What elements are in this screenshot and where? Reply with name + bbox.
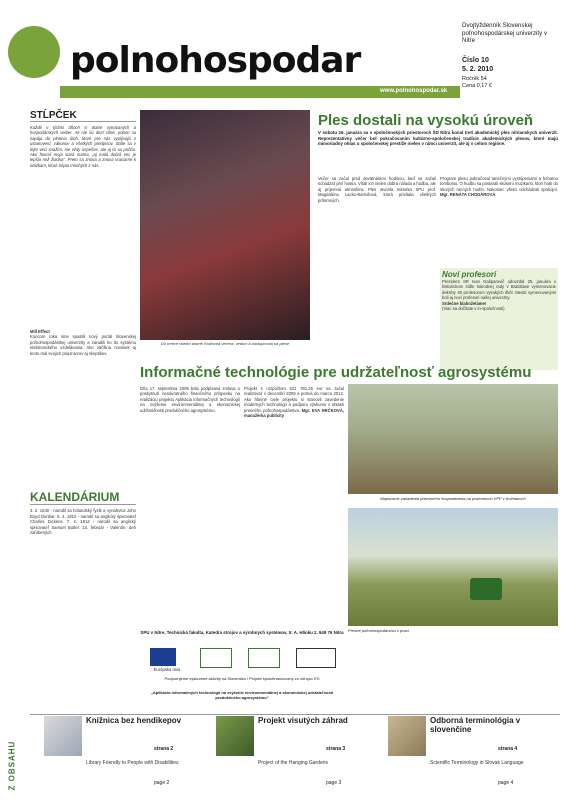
article1-title: Ples dostali na vysokú úroveň <box>318 112 534 129</box>
article1-column-2-text: Program plesu pokračoval tanečnými vystúpeniami a bohatou tombolou. O hudbu sa postarali skúsení muzikanti, ktorí hrali do skorých ranných hodín. Nakoniec všetci odchádzali spokojní. <box>440 176 559 192</box>
toc-item-2[interactable] <box>216 716 386 798</box>
sponsor-partners: Podporujeme výskumné aktivity na Slovensku / Projekt spolufinancovaný zo zdrojov ES <box>164 676 320 681</box>
more-info-note: (Viac sa dočítate v in-spoločnosti) <box>442 306 505 312</box>
toc-item-2-strana: strana 3 <box>326 746 346 752</box>
issue-number: Číslo 10 <box>462 57 489 64</box>
eu-label: Európska únia <box>153 667 181 672</box>
partner-logo-1 <box>200 648 232 668</box>
article2-column-2 <box>244 386 344 418</box>
article2-column-2-text: Projekt s rozpočtom 521 781,26 eur sa začal realizovať v decembri 2009 a potrvá do marca 2012. Ako hlavné ciele projektu si stanovil zavedenie moderných technológií a podporu výskumu v oblasti presného poľnohospodárstva. <box>244 386 344 413</box>
toc-item-1-en: Library Friendly to People with Disabilities <box>86 760 179 766</box>
project-name: „Aplikácia informačných technológií na zvýšenie environmentálnej a ekonomickej udržateľnosti produkčného agrosystému“ <box>150 690 334 700</box>
bottom-divider <box>30 714 560 715</box>
issue-meta <box>462 76 492 90</box>
toc-label: Z OBSAHU <box>7 740 17 791</box>
partner-logo-2 <box>248 648 280 668</box>
issue-date: 5. 2. 2010 <box>462 66 494 73</box>
issue-block <box>462 56 493 74</box>
price: Cena 0,17 € <box>462 83 492 89</box>
toc-item-2-title: Projekt visutých záhrad <box>258 716 348 725</box>
article1-column-1: Večer sa začal pred devätnástou hodinou, keď sa začali schádzať prví hostia. Vítali ich nielen dobrá nálada a hudba, ale aj príjemná atmosféra. Ples otvorila rektorka SPU prof. Magdaléna Lacko-Bartošová, ktorá privítala všetkých prítomných. <box>318 176 436 203</box>
mill-effect-heading: Mill Effect <box>30 329 50 334</box>
toc-item-3-title: Odborná terminológia v slovenčine <box>430 716 521 734</box>
toc-item-1-title: Knižnica bez hendikepov <box>86 716 182 725</box>
ball-photo <box>140 110 310 340</box>
toc-item-2-en: Project of the Hanging Gardens <box>258 760 329 766</box>
congratulations: Srdečne blahoželáme! <box>442 300 487 306</box>
article2-column-1: Dňa 17. septembra 2009 bola podpísaná zmluva o poskytnutí nenávratného finančného príspevku na realizáciu projektu Aplikácia informačných technológií na zvýšenie environmentálnej a ekonomickej udržateľnosti produkčného agrosystému. <box>140 386 240 413</box>
article2-author: Mgr. EVA HRČKOVÁ, manažérka publicity <box>244 407 344 419</box>
toc-item-1[interactable] <box>44 716 214 798</box>
logo-text: polnohospodar <box>70 40 361 81</box>
new-professors-heading: Noví profesori <box>442 270 497 279</box>
website-link[interactable]: www.polnohospodar.sk <box>380 88 448 94</box>
stlpcek-heading: STĹPČEK <box>30 110 136 122</box>
toc-item-3-strana: strana 4 <box>498 746 518 752</box>
equipment-photo-caption: Mapovacie zariadenia precízneho hospodárenia na pozemkoch VPP v Kolíňanoch <box>380 496 526 501</box>
toc-item-3-en: Scientific Terminology in Slovak Language <box>430 760 524 766</box>
tractor-icon <box>470 578 502 600</box>
sponsor-title: SPU v Nitre, Technická fakulta, Katedra strojov a výrobných systémov, tr. A. Hlinku 2, 949 76 Nitra <box>140 630 344 635</box>
kalendarium-heading: KALENDÁRIUM <box>30 490 136 505</box>
ball-photo-caption: Do tretice všetko dobré! Kráľovná večera, vedúci a zástupcovia na plese <box>160 341 290 346</box>
mill-effect-text: Koncom roka sme spustili nový portál Slovenskej poľnohospodárskej univerzity a zaradili ho do systému elektronického vzdelávania. Ako väčšina noviniek aj tento mal svojich priaznivcov aj skeptikov. <box>30 334 136 356</box>
article1-lead: V sobotu 16. januára sa v spoločenských priestoroch ŠD Nitra konal tretí akademický ples nitrianskych univerzít. Reprezentatívny večer bol pokračovaním kultúrno-spoločenskej tradície akademických plesov, ktoré majú mimoriadny ohlas u spoločenskej prestíže nielen v rámci univerzít, ale aj v celom regióne. <box>318 130 558 147</box>
article2-title: Informačné technológie pre udržateľnosť agrosystému <box>140 364 532 381</box>
toc-item-3[interactable] <box>388 716 558 798</box>
left-sidebar <box>30 110 136 618</box>
equipment-photo <box>348 384 558 494</box>
tractor-field-photo <box>348 508 558 626</box>
toc-item-3-image <box>388 716 426 756</box>
masthead-logo <box>70 40 360 81</box>
toc-item-3-page: page 4 <box>498 780 514 786</box>
toc-item-1-strana: strana 2 <box>154 746 174 752</box>
partner-logo-3 <box>296 648 336 668</box>
new-professors-box <box>440 268 558 370</box>
logo-emblem <box>8 26 60 78</box>
article1-column-2 <box>440 176 558 198</box>
article1-author: Mgr. RENÁTA CHODÁROVÁ <box>440 192 496 198</box>
toc-item-2-image <box>216 716 254 756</box>
toc-item-1-image <box>44 716 82 756</box>
new-professors-text: Prezident SR Ivan Gašparovič odovzdal 25. januára v historickom sídle Národnej rady v Bratislave vymenovacie dekréty 49 profesorom vysokých škôl. Medzi vymenovanými boli aj noví profesori našej univerzity. <box>442 279 556 301</box>
publication-description: Dvojtýždenník Slovenskej poľnohospodárskej univerzity v Nitre <box>462 22 548 44</box>
volume: Ročník 54 <box>462 76 487 82</box>
kalendarium-text: 3. 2. 1640 - narodil sa holandský fyzik a vynálezca John Boyd Dunbar. 5. 2. 1810 - narodil sa anglický spisovateľ Charles Dickens. 7. 2. 1812 - narodil sa anglický spisovateľ Samuel Butler. 14. február - Valentín, deň zaľúbených. <box>30 508 136 536</box>
toc-item-1-page: page 2 <box>154 780 170 786</box>
toc-item-2-page: page 3 <box>326 780 342 786</box>
tractor-photo-caption: Presné poľnohospodárstvo v praxi <box>348 628 409 633</box>
stlpcek-text: Každé v týchto dňoch si dobre vytváraných a hospodárskych vedier. Ak nie sú dosť silné, potom sa zapája do plnenia úloh, ktoré pre nás vyplývajú z ustanovení, zákonov a všetkých predpisov. Stále sa v tejto veci snažím, nie vždy úspešne, ale aj to sa počíta. Ako hovorí moja stará mama, „aj malá dobrá vec je lepšia než žiadna“. Preto sa znova a znova vraciame k otázkam, ktoré trápia mnohých z nás. <box>30 125 136 168</box>
eu-flag-icon <box>150 648 176 666</box>
